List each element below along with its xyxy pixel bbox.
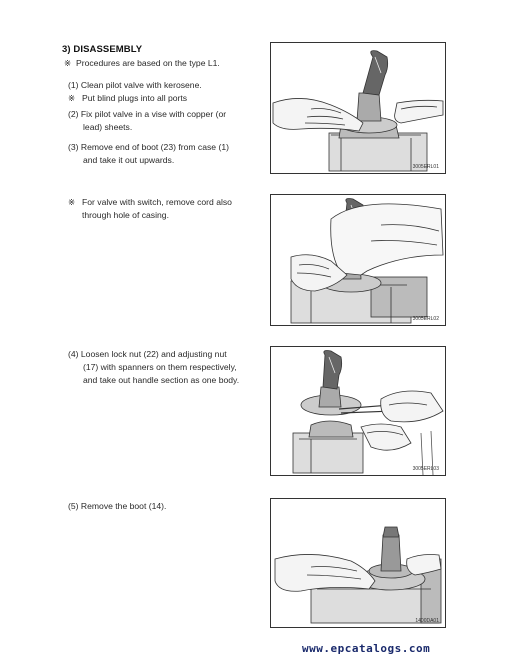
figure-code: 1400DA01 (415, 618, 439, 624)
step-3-line-1: (3) Remove end of boot (23) from case (1) (68, 142, 229, 152)
note-mark: ※ (68, 197, 76, 207)
section-heading: 3) DISASSEMBLY (62, 44, 143, 55)
figure-code: 3005ERL03 (412, 466, 439, 472)
figure-4-illustration (271, 499, 445, 627)
figure-code: 3005ERL01 (412, 164, 439, 170)
note-mark: ※ (64, 58, 72, 68)
figure-1 (270, 42, 446, 174)
figure-1-illustration (271, 43, 445, 173)
note-mark: ※ (68, 93, 76, 103)
step-4-line-1: (4) Loosen lock nut (22) and adjusting nut (68, 349, 227, 359)
step-2-line-2: lead) sheets. (83, 122, 133, 132)
switch-note-line-1: For valve with switch, remove cord also (82, 197, 232, 207)
step-4-line-2: (17) with spanners on them respectively, (83, 362, 237, 372)
figure-2-illustration (271, 195, 445, 325)
switch-note-line-2: through hole of casing. (82, 210, 169, 220)
figure-code: 3005ERL02 (412, 316, 439, 322)
step-2-line-1: (2) Fix pilot valve in a vise with copper (or (68, 109, 227, 119)
footer-website-link[interactable]: www.epcatalogs.com (302, 642, 431, 655)
figure-3-illustration (271, 347, 445, 475)
step-5: (5) Remove the boot (14). (68, 501, 167, 511)
step-1: (1) Clean pilot valve with kerosene. (68, 80, 202, 90)
procedures-note-text: Procedures are based on the type L1. (76, 58, 220, 68)
step-3-line-2: and take it out upwards. (83, 155, 175, 165)
figure-4 (270, 498, 446, 628)
blind-plug-note-text: Put blind plugs into all ports (82, 93, 188, 103)
figure-3 (270, 346, 446, 476)
step-4-line-3: and take out handle section as one body. (83, 375, 240, 385)
figure-2 (270, 194, 446, 326)
